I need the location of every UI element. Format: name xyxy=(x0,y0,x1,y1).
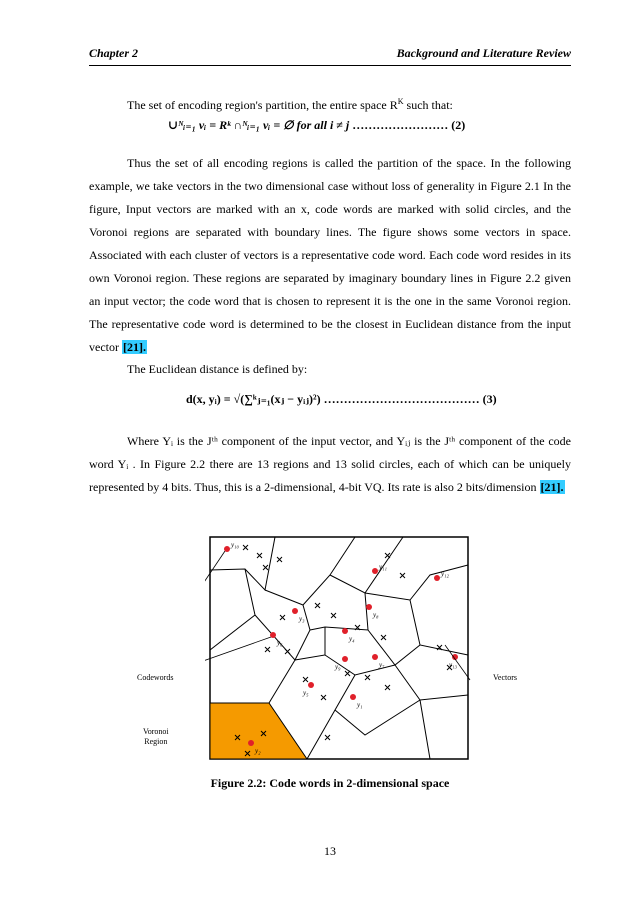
section-label: Background and Literature Review xyxy=(396,46,571,60)
codeword-dot xyxy=(342,628,348,634)
codeword-label: y₁₂ xyxy=(441,570,449,578)
codeword-label: y₁₃ xyxy=(449,661,457,669)
figure-caption: Figure 2.2: Code words in 2-dimensional space xyxy=(210,776,450,790)
equation-3: d(x, yᵢ) = √(∑ᵏⱼ₌₁(xⱼ − yᵢⱼ)²) ………………………………… (3) xyxy=(186,392,497,406)
codeword-label: y₇ xyxy=(379,661,385,669)
citation-21: [21]. xyxy=(122,340,146,354)
vq-paragraph: Where Yᵢ is the Jᵗʰ component of the input vector, and Yᵢⱼ is the Jᵗʰ component of the code word Yᵢ . In Figure 2.2 there are 13 regions and 13 solid circles, each of which can be uniquely represented by 4 bits. Thus, this is a 2-dimensional, 4-bit VQ. Its rate is also 2 bits/dimension [21]. xyxy=(89,434,571,494)
codeword-dot xyxy=(372,568,378,574)
intro-paragraph: The set of encoding region's partition, the entire space $R^K$ such that: xyxy=(127,97,453,112)
codeword-dot xyxy=(292,608,298,614)
codeword-dot xyxy=(342,656,348,662)
vectors-label: Vectors xyxy=(493,673,517,682)
citation-21-second: [21]. xyxy=(540,480,564,494)
voronoi-diagram xyxy=(205,535,475,765)
equation-2: ∪ᴺᵢ₌₁ vᵢ = Rᵏ ∩ᴺᵢ₌₁ vᵢ = ∅ for all i ≠ j …………………… (2) xyxy=(168,118,466,132)
equation-2-math: ∪ᴺᵢ₌₁ vᵢ = Rᵏ ∩ᴺᵢ₌₁ vᵢ = ∅ for all i ≠ j xyxy=(168,118,350,132)
codeword-dot xyxy=(350,694,356,700)
codeword-dot xyxy=(366,604,372,610)
partition-paragraph: Thus the set of all encoding regions is called the partition of the space. In the following example, we take vectors in the two dimensional case without loss of generality in Figure 2.1 In the figure, Input vectors are marked with an x, code words are marked with solid circles, and the Voronoi regions are separated with boundary lines. The figure shows some vectors in space. Associated with each cluster of vectors is a representative code word. Each code word resides in its own Voronoi region. These regions are separated by imaginary boundary lines in Figure 2.2 given an input vector; the code word that is chosen to represent it is the one in the same Voronoi region. The representative code word is determined to be the closest in Euclidean distance from the input vector [21]. xyxy=(89,156,571,354)
codeword-label: y₉ xyxy=(335,663,341,671)
voronoi-figure xyxy=(137,535,517,765)
equation-3-label: (3) xyxy=(479,392,497,406)
codeword-label: y₁₀ xyxy=(231,541,239,549)
equation-2-label: (2) xyxy=(448,118,466,132)
codeword-dot xyxy=(434,575,440,581)
codeword-dot xyxy=(248,740,254,746)
chapter-label: Chapter 2 xyxy=(89,46,139,60)
euclidean-intro: The Euclidean distance is defined by: xyxy=(127,362,308,376)
page-number: 13 xyxy=(324,844,336,858)
codeword-label: y₃ xyxy=(299,615,305,623)
codeword-label: y₅ xyxy=(303,689,309,697)
codeword-label: y₂ xyxy=(255,747,261,755)
running-header xyxy=(89,46,571,66)
codeword-label: y₈ xyxy=(373,611,379,619)
codeword-dot xyxy=(308,682,314,688)
codeword-label: y₄ xyxy=(349,635,355,643)
equation-3-math: d(x, yᵢ) = √(∑ᵏⱼ₌₁(xⱼ − yᵢⱼ)²) xyxy=(186,392,321,406)
codeword-label: y₁₁ xyxy=(379,563,387,571)
header-rule xyxy=(89,65,571,66)
codeword-label: y₁ xyxy=(357,701,363,709)
voronoi-region-label: Voronoi Region xyxy=(143,727,169,746)
codeword-dot xyxy=(372,654,378,660)
codewords-label: Codewords xyxy=(137,673,174,682)
codeword-label: y₆ xyxy=(277,639,283,647)
